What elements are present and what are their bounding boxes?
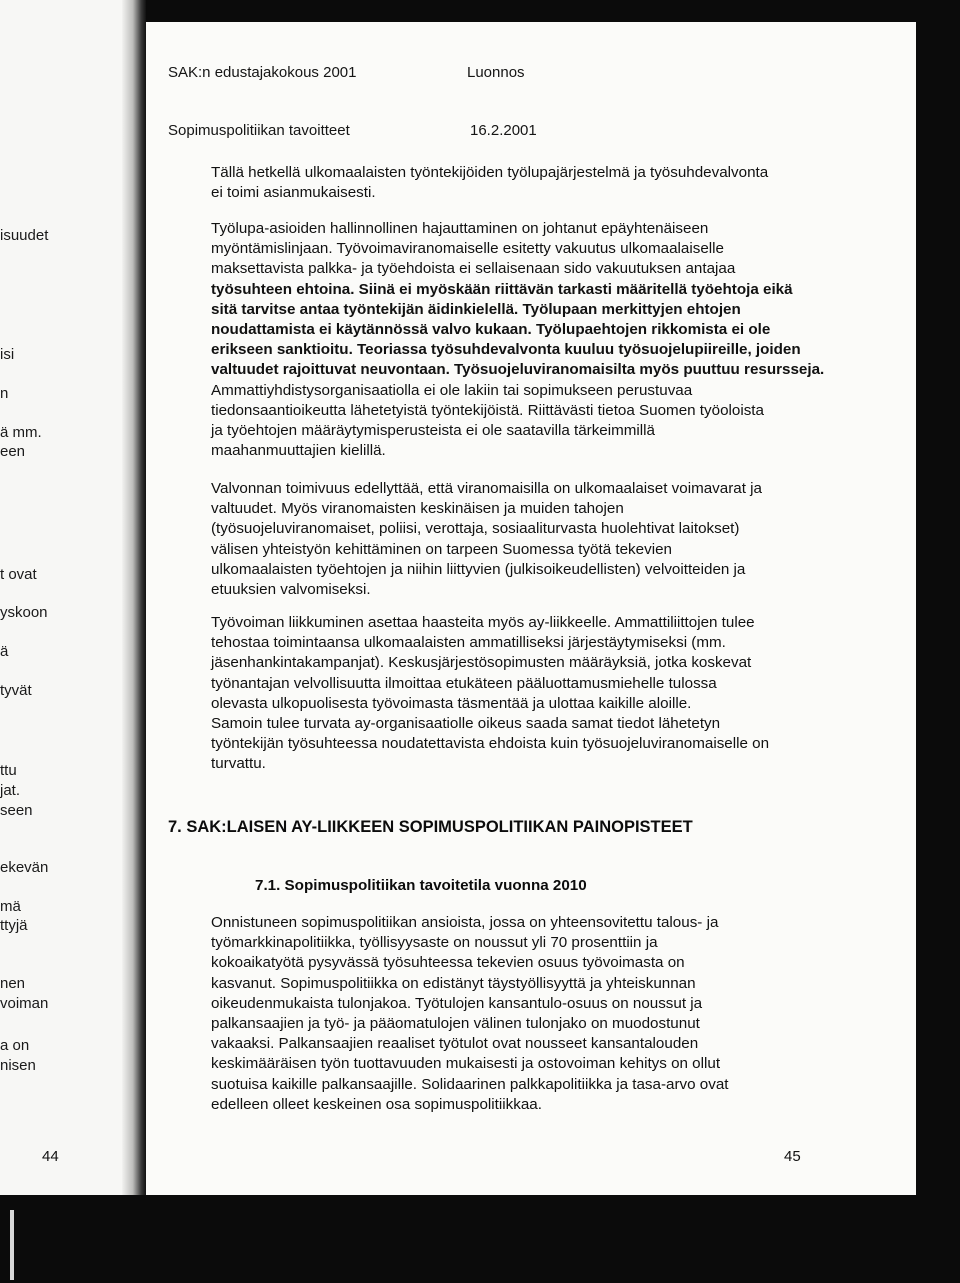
left-page-fragment: isi — [0, 346, 15, 363]
page-number-left: 44 — [42, 1148, 59, 1165]
left-page-fragment: tyvät — [0, 682, 32, 699]
text-line: myöntämislinjaan. Työvoimaviranomaiselle esitetty vakuutus ulkomaalaiselle — [211, 240, 724, 258]
left-page-fragment: ä mm. — [0, 424, 42, 441]
left-page-fragment: ekevän — [0, 859, 49, 876]
text-line: kasvanut. Sopimuspolitiikka on edistänyt täystyöllisyyttä ja yhteiskunnan — [211, 974, 696, 992]
text-line: valtuudet rajoittuvat neuvontaan. Työsuojeluviranomaisilta myös puuttuu resursseja. — [211, 361, 825, 379]
text-line: vakaaksi. Palkansaajien reaaliset työtulot ovat nousseet kansantalouden — [211, 1035, 699, 1053]
text-line: kokoaikatyötä pysyvässä työsuhteessa tekevien osuus työvoimasta on — [211, 954, 685, 972]
paragraph — [211, 913, 801, 1115]
text-line: työnantajan velvollisuutta ilmoittaa etukäteen pääluottamusmiehelle tulossa — [211, 674, 717, 692]
paragraph — [211, 163, 801, 203]
text-line: noudattamista ei käytännössä valvo kukaan. Työlupaehtojen rikkomista ei ole — [211, 321, 771, 339]
header-topic: Sopimuspolitiikan tavoitteet — [168, 122, 350, 139]
header-status: Luonnos — [467, 64, 525, 81]
text-line: Ammattiyhdistysorganisaatiolla ei ole lakiin tai sopimukseen perustuvaa — [211, 381, 693, 399]
header-date: 16.2.2001 — [470, 122, 537, 139]
left-page-fragment: mä — [0, 898, 21, 915]
text-line: keskimääräisen työn tuottavuuden mukaisesti ja ostovoiman kehitys on ollut — [211, 1055, 721, 1073]
text-line: Onnistuneen sopimuspolitiikan ansioista, jossa on yhteensovitettu talous- ja — [211, 914, 719, 931]
left-page-fragment: t ovat — [0, 566, 37, 583]
text-line: valtuudet. Myös viranomaisten keskinäisen ja muiden tahojen — [211, 500, 624, 518]
left-page-fragment: nen — [0, 975, 26, 992]
text-line: sitä tarvitse antaa työntekijän äidinkielellä. Työlupaan merkittyjen ehtojen — [211, 300, 741, 318]
left-page-fragment: yskoon — [0, 604, 48, 621]
text-line: työntekijän työsuhteessa noudatettavista ehdoista kuin työsuojeluviranomaiselle on — [211, 735, 770, 753]
text-line: etuuksien valvomiseksi. — [211, 581, 371, 599]
subsection-heading: 7.1. Sopimuspolitiikan tavoitetila vuonna 2010 — [255, 877, 587, 894]
text-line: olevasta ulkopuolisesta työvoimasta täsmentää ja ulottaa kaikille aloille. — [211, 694, 692, 712]
text-line: oikeudenmukaista tulonjakoa. Työtulojen kansantulo-osuus on noussut ja — [211, 994, 703, 1012]
section-heading: 7. SAK:LAISEN AY-LIIKKEEN SOPIMUSPOLITIIKAN PAINOPISTEET — [168, 818, 693, 836]
left-page-fragment: ä — [0, 643, 9, 660]
header-meeting: SAK:n edustajakokous 2001 — [168, 64, 357, 81]
left-page-fragment: voiman — [0, 995, 49, 1012]
text-line: maksettavista palkka- ja työehdoista ei sellaisenaan sido vakuutuksen antajaa — [211, 260, 736, 278]
paragraph — [211, 479, 801, 600]
text-line: välisen yhteistyön kehittäminen on tarpeen Suomessa työtä tekevien — [211, 540, 672, 558]
text-line: Työvoiman liikkuminen asettaa haasteita myös ay-liikkeelle. Ammattiliittojen tulee — [211, 614, 755, 631]
left-page-fragment: isuudet — [0, 227, 49, 244]
left-page-fragment: seen — [0, 802, 33, 819]
text-line: jäsenhankintakampanjat). Keskusjärjestösopimusten määräyksiä, jotka koskevat — [211, 654, 752, 672]
left-page — [0, 0, 122, 1195]
text-line: tehostaa toimintaansa ulkomaalaisten ammatilliseksi järjestäytymiseksi (mm. — [211, 634, 726, 652]
left-page-fragment: een — [0, 443, 26, 460]
page-number-right: 45 — [784, 1148, 801, 1165]
left-page-fragment: jat. — [0, 782, 21, 799]
paragraph — [211, 613, 801, 775]
text-line: Tällä hetkellä ulkomaalaisten työntekijöiden työlupajärjestelmä ja työsuhdevalvonta — [211, 164, 769, 181]
text-line: ja työehtojen määräytymisperusteista ei ole saatavilla tärkeimmillä — [211, 422, 656, 440]
text-line: Työlupa-asioiden hallinnollinen hajauttaminen on johtanut epäyhtenäiseen — [211, 220, 709, 237]
left-page-fragment: ttyjä — [0, 917, 28, 934]
left-page-fragment: a on — [0, 1037, 30, 1054]
paragraph — [211, 219, 825, 461]
text-line: suotuisa kaikille palkansaajille. Solidaarinen palkkapolitiikka ja tasa-arvo ovat — [211, 1075, 729, 1093]
text-line: palkansaajien ja työ- ja pääomatulojen välinen tulonjako on muodostunut — [211, 1015, 700, 1033]
text-line: edelleen olleet keskeinen osa sopimuspolitiikkaa. — [211, 1095, 542, 1113]
text-line: (työsuojeluviranomaiset, poliisi, verottaja, sosiaaliturvasta huolehtivat laitokset) — [211, 520, 740, 538]
text-line: ulkomaalaisten työehtojen ja niihin liittyvien (julkisoikeudellisten) velvoitteiden ja — [211, 560, 746, 578]
text-line: ei toimi asianmukaisesti. — [211, 184, 376, 202]
text-line: työmarkkinapolitiikka, työllisyysaste on noussut yli 70 prosenttiin ja — [211, 934, 658, 952]
text-line: tiedonsaantioikeutta lähetetyistä työntekijöistä. Riittävästi tietoa Suomen työoloista — [211, 401, 764, 419]
binder-edge — [10, 1210, 14, 1280]
text-line: Samoin tulee turvata ay-organisaatiolle oikeus saada samat tiedot lähetetyn — [211, 715, 721, 733]
left-page-fragment: nisen — [0, 1057, 36, 1074]
text-line: maahanmuuttajien kielillä. — [211, 442, 386, 460]
text-line: työsuhteen ehtoina. Siinä ei myöskään riittävän tarkasti määritellä työehtoja eikä — [211, 280, 793, 298]
text-line: turvattu. — [211, 755, 266, 773]
text-line: erikseen sanktioitu. Teoriassa työsuhdevalvonta kuuluu työsuojelupiireille, joiden — [211, 341, 801, 359]
left-page-fragment: n — [0, 385, 9, 402]
book-gutter — [122, 0, 146, 1195]
left-page-fragment: ttu — [0, 762, 17, 779]
text-line: Valvonnan toimivuus edellyttää, että viranomaisilla on ulkomaalaiset voimavarat ja — [211, 480, 762, 497]
